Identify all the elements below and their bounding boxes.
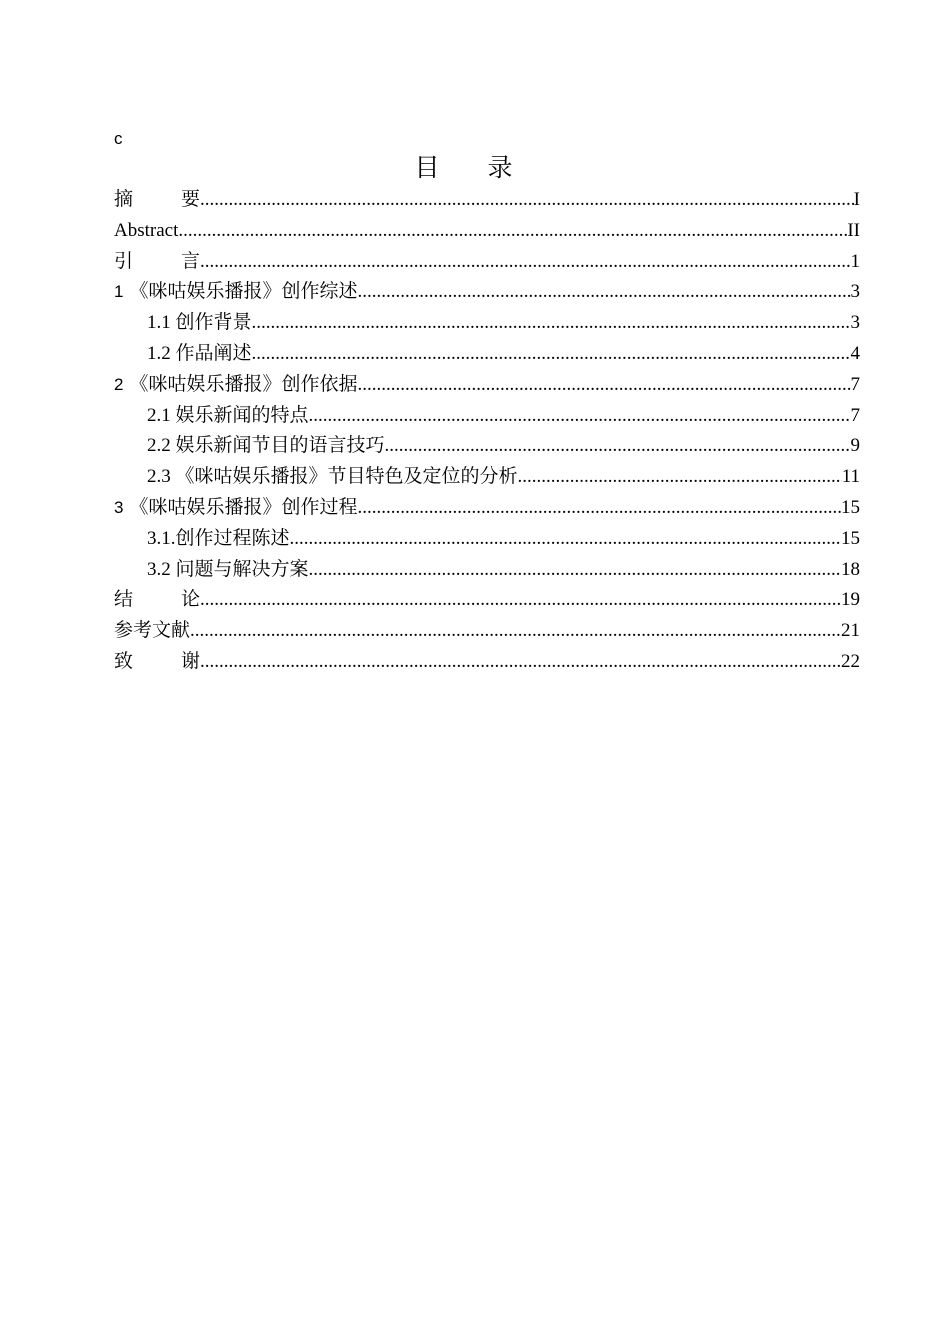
toc-entry-label: 1.1 创作背景 — [147, 312, 252, 334]
toc-entry-label: 引言 — [114, 250, 249, 272]
toc-page-number: 15 — [841, 527, 860, 549]
toc-entry-label: 参考文献 — [114, 620, 191, 642]
toc-entry-acknowledgements[interactable] — [114, 647, 860, 678]
toc-entry-section-2-2[interactable] — [114, 431, 860, 462]
table-of-contents — [114, 185, 860, 678]
toc-entry-label: 2.2 娱乐新闻节目的语言技巧 — [147, 435, 385, 457]
toc-dot-leader — [309, 401, 851, 432]
toc-chapter-number: 1 — [114, 282, 124, 302]
toc-page-number: I — [853, 189, 860, 210]
toc-page-number: 11 — [841, 466, 860, 488]
toc-dot-leader — [252, 308, 851, 339]
toc-page-number: 7 — [850, 404, 860, 426]
toc-chapter-number: 2 — [114, 374, 124, 394]
toc-entry-references[interactable] — [114, 616, 860, 647]
toc-chapter-number: 3 — [114, 497, 124, 517]
toc-entry-label: 结论 — [114, 589, 249, 611]
toc-page-number: 4 — [850, 342, 860, 364]
toc-dot-leader — [309, 555, 841, 586]
toc-entry-section-3-2[interactable] — [114, 555, 860, 586]
toc-entry-label: 摘要 — [114, 189, 249, 210]
toc-entry-section-1-2[interactable] — [114, 339, 860, 370]
toc-dot-leader — [200, 247, 850, 278]
toc-entry-label: 3.2 问题与解决方案 — [147, 558, 309, 580]
toc-entry-chapter-1[interactable] — [114, 277, 860, 308]
toc-entry-label: 3.1.创作过程陈述 — [147, 527, 290, 549]
toc-page-number: 21 — [841, 620, 860, 642]
toc-dot-leader — [385, 431, 851, 462]
toc-dot-leader — [518, 462, 842, 493]
stray-mark: c — [114, 129, 123, 148]
toc-dot-leader — [200, 585, 841, 616]
toc-entry-abstract-en[interactable] — [114, 216, 860, 247]
toc-entry-label: 2.1 娱乐新闻的特点 — [147, 404, 309, 426]
toc-entry-section-2-1[interactable] — [114, 401, 860, 432]
toc-page-number: 3 — [850, 312, 860, 334]
toc-entry-section-2-3[interactable] — [114, 462, 860, 493]
toc-entry-section-1-1[interactable] — [114, 308, 860, 339]
toc-entry-label: 《咪咕娱乐播报》创作依据 — [129, 373, 358, 395]
toc-page-number: 18 — [841, 558, 860, 580]
toc-page-number: 7 — [850, 373, 860, 395]
toc-title: 目录 — [414, 155, 561, 182]
toc-page-number: 22 — [841, 650, 860, 672]
toc-entry-label: 《咪咕娱乐播报》创作过程 — [129, 496, 358, 518]
toc-entry-label: 1.2 作品阐述 — [147, 342, 252, 364]
toc-entry-label: 《咪咕娱乐播报》创作综述 — [129, 281, 358, 303]
toc-dot-leader — [357, 493, 841, 524]
toc-entry-section-3-1[interactable] — [114, 524, 860, 555]
toc-entry-abstract-cn[interactable] — [114, 185, 860, 216]
toc-entry-conclusion[interactable] — [114, 585, 860, 616]
toc-entry-chapter-3[interactable] — [114, 493, 860, 524]
toc-dot-leader — [200, 185, 854, 216]
toc-page-number: 1 — [850, 250, 860, 272]
toc-dot-leader — [357, 370, 850, 401]
toc-page-number: 3 — [850, 281, 860, 303]
toc-page-number: 9 — [850, 435, 860, 457]
toc-entry-label: 致谢 — [114, 650, 249, 672]
toc-entry-chapter-2[interactable] — [114, 370, 860, 401]
toc-dot-leader — [190, 616, 841, 647]
toc-page-number: 15 — [841, 496, 860, 518]
toc-dot-leader — [290, 524, 841, 555]
toc-dot-leader — [357, 277, 850, 308]
toc-dot-leader — [252, 339, 851, 370]
toc-entry-label: Abstract — [114, 219, 179, 241]
toc-entry-introduction[interactable] — [114, 247, 860, 278]
toc-page-number: II — [847, 219, 860, 241]
toc-dot-leader — [178, 216, 847, 247]
toc-dot-leader — [200, 647, 841, 678]
toc-entry-label: 2.3 《咪咕娱乐播报》节目特色及定位的分析 — [147, 466, 518, 488]
toc-page-number: 19 — [841, 589, 860, 611]
